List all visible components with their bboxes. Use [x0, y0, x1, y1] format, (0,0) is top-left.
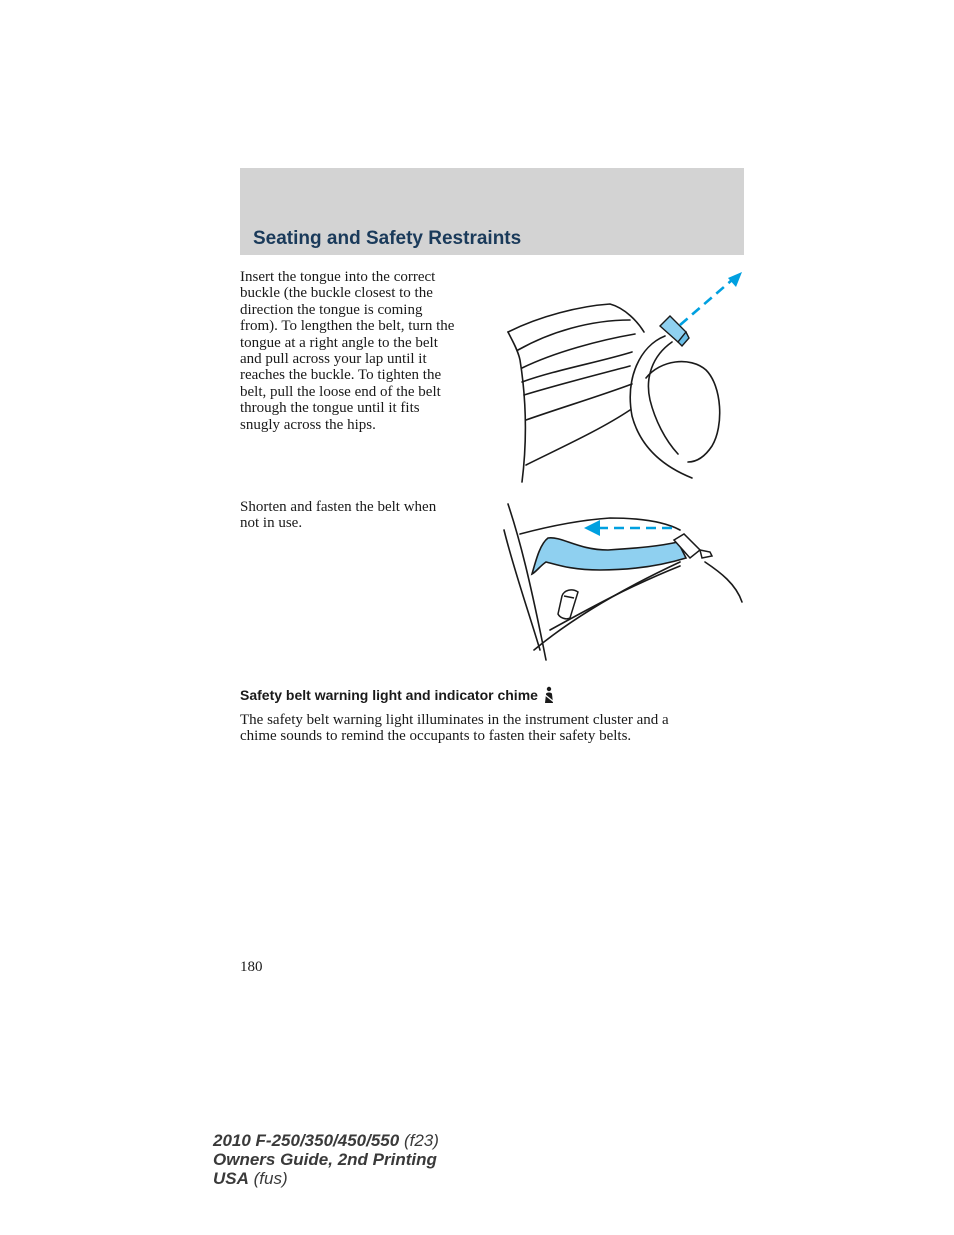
text-line: belt, pull the loose end of the belt — [240, 383, 441, 400]
footer-line-3: USA (fus) — [213, 1169, 288, 1188]
document-footer — [213, 1131, 439, 1188]
text-line: tongue at a right angle to the belt — [240, 334, 438, 351]
text-line: The safety belt warning light illuminates in the instrument cluster and a — [240, 712, 669, 728]
illustration-belt-tongue — [500, 270, 745, 485]
paragraph-insert-tongue — [240, 269, 454, 433]
text-line: through the tongue until it fits — [240, 400, 420, 417]
page-title: Seating and Safety Restraints — [253, 228, 522, 249]
text-line: snugly across the hips. — [240, 416, 376, 433]
text-line: direction the tongue is coming — [240, 301, 423, 318]
footer-line-1: 2010 F-250/350/450/550 (f23) — [213, 1131, 439, 1150]
text-line: Insert the tongue into the correct — [240, 269, 436, 285]
paragraph-warning-light — [240, 712, 669, 745]
footer-line-2: Owners Guide, 2nd Printing — [213, 1150, 437, 1169]
text-line: not in use. — [240, 515, 303, 532]
text-line: and pull across your lap until it — [240, 350, 427, 367]
text-line: Shorten and fasten the belt when — [240, 499, 437, 515]
section-heading-text: Safety belt warning light and indicator chime — [240, 687, 538, 703]
text-line: buckle (the buckle closest to the — [240, 285, 433, 302]
text-line: reaches the buckle. To tighten the — [240, 367, 442, 384]
text-line: from). To lengthen the belt, turn the — [240, 318, 455, 335]
illustration-belt-stowed — [500, 500, 745, 665]
section-heading — [240, 686, 556, 704]
text-line: chime sounds to remind the occupants to fasten their safety belts. — [240, 728, 632, 745]
paragraph-shorten-belt — [240, 499, 436, 532]
seatbelt-warning-icon — [542, 686, 556, 704]
page-number: 180 — [240, 959, 263, 975]
